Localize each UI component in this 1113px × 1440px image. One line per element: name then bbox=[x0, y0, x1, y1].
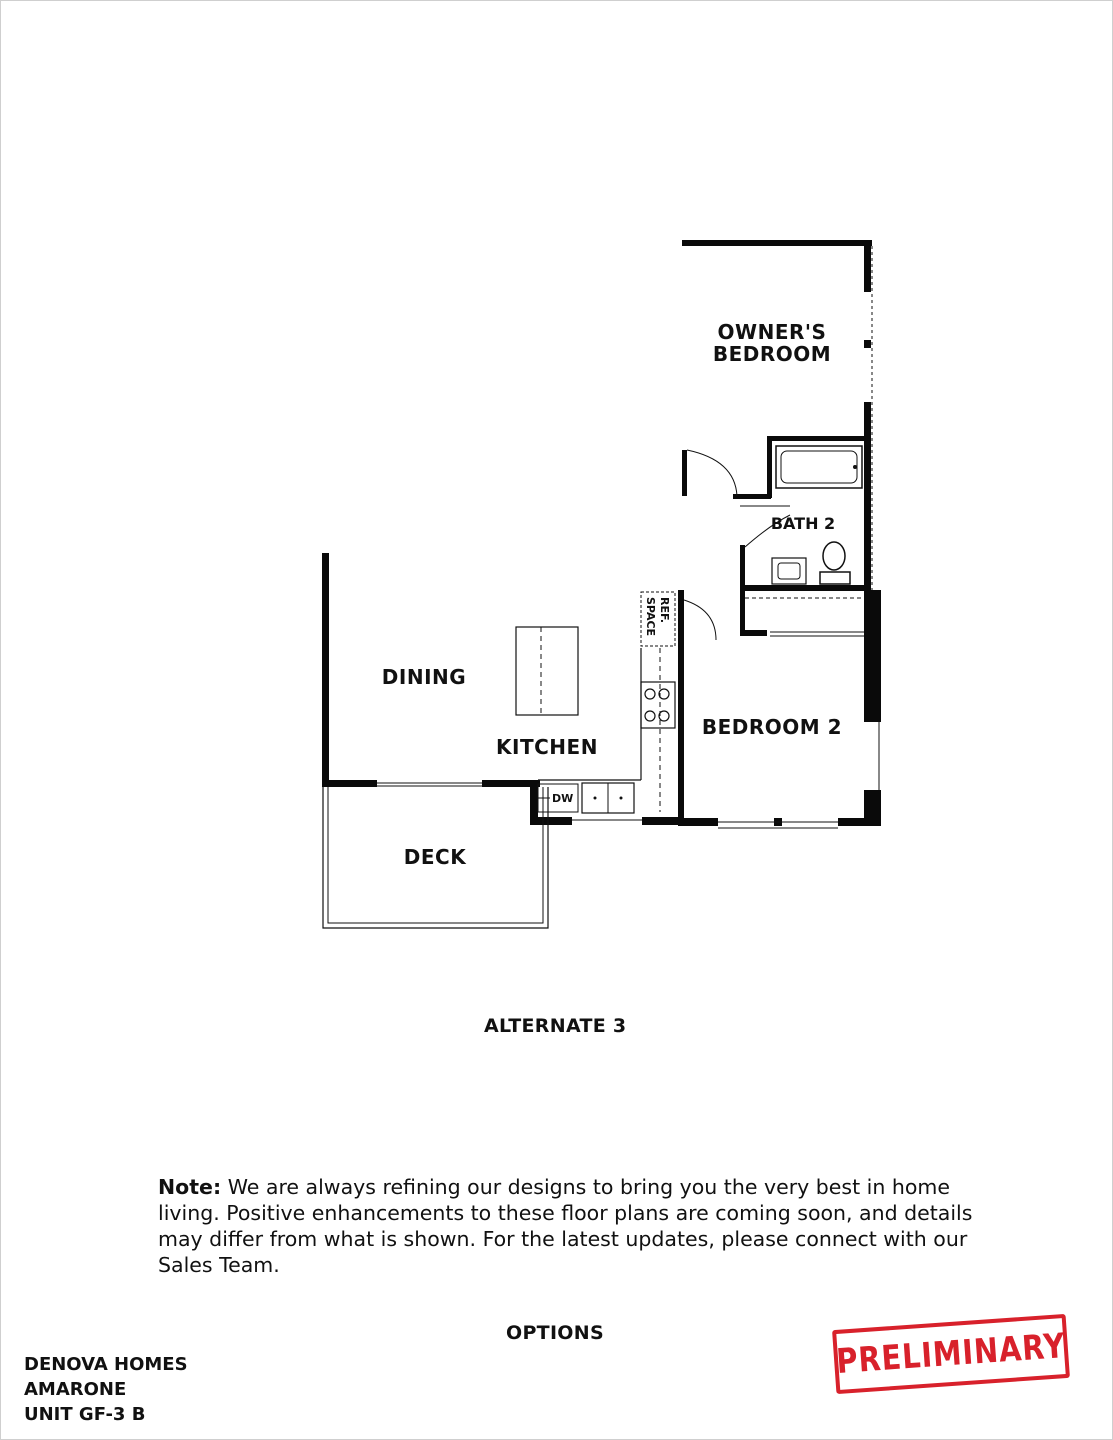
ref-space-label-1: REF. bbox=[658, 597, 671, 624]
bath-2-walls bbox=[733, 436, 867, 636]
ref-space-label-2: SPACE bbox=[644, 597, 657, 637]
options-caption: OPTIONS bbox=[506, 1322, 604, 1344]
bedroom-2-walls bbox=[678, 590, 881, 828]
dw-label: DW bbox=[552, 792, 574, 805]
unit-name: UNIT GF-3 B bbox=[24, 1404, 146, 1425]
bath-2-label: BATH 2 bbox=[770, 514, 836, 533]
owners-bedroom-door bbox=[682, 450, 737, 496]
note-text: We are always refining our designs to bring you the very best in home living. Positive enhancements to these floor plans are coming soon, and details may differ from what is shown. For the latest updates, please connect with our Sales Team. bbox=[158, 1175, 973, 1277]
kitchen-label: KITCHEN bbox=[496, 735, 598, 759]
kitchen-island bbox=[516, 627, 578, 715]
owners-bedroom-walls bbox=[682, 240, 872, 592]
owners-bedroom-label-1: OWNER'S bbox=[717, 320, 827, 344]
note-label: Note: bbox=[158, 1175, 222, 1199]
main-walls bbox=[322, 553, 682, 825]
deck-label: DECK bbox=[403, 845, 467, 869]
note-paragraph bbox=[158, 1174, 988, 1278]
stamp-text: PRELIMINARY bbox=[835, 1326, 1067, 1382]
owners-bedroom-label-2: BEDROOM bbox=[712, 342, 832, 366]
bedroom-2-label: BEDROOM 2 bbox=[701, 715, 843, 739]
project-meta bbox=[24, 1352, 188, 1427]
community-name: AMARONE bbox=[24, 1379, 127, 1400]
dining-label: DINING bbox=[381, 665, 467, 689]
alternate-caption: ALTERNATE 3 bbox=[484, 1015, 627, 1037]
builder-name: DENOVA HOMES bbox=[24, 1354, 188, 1375]
